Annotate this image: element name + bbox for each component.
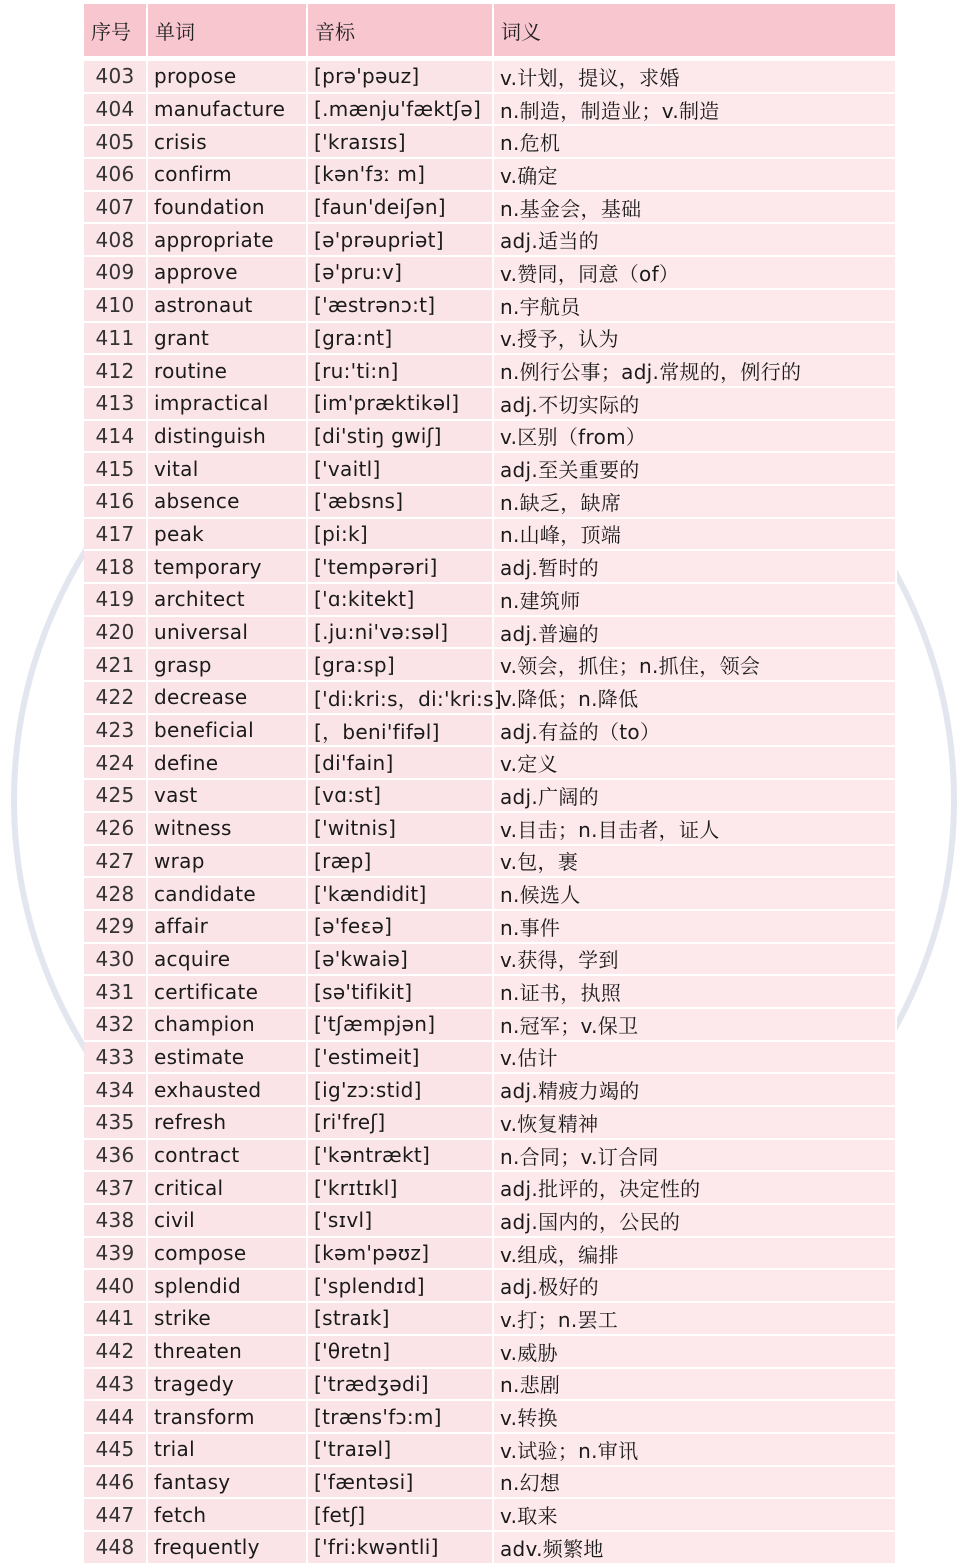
row-phonetic: [.ju:ni'və:səl] (307, 616, 493, 649)
row-definition: v.目击；n.目击者，证人 (493, 812, 896, 845)
row-number: 414 (84, 420, 147, 453)
table-row (84, 322, 896, 355)
row-phonetic: ['fri:kwəntli] (307, 1531, 493, 1564)
row-number: 439 (84, 1237, 147, 1270)
row-phonetic: [sə'tifikit] (307, 975, 493, 1008)
row-definition: adj.国内的，公民的 (493, 1204, 896, 1237)
row-phonetic: [kən'fɜː m] (307, 158, 493, 191)
table-row (84, 1433, 896, 1466)
row-definition: v.降低；n.降低 (493, 681, 896, 714)
row-phonetic: [træns'fɔ:m] (307, 1400, 493, 1433)
row-word: peak (147, 518, 307, 551)
row-definition: adj.精疲力竭的 (493, 1073, 896, 1106)
table-row (84, 518, 896, 551)
row-number: 419 (84, 583, 147, 616)
row-word: define (147, 746, 307, 779)
row-number: 445 (84, 1433, 147, 1466)
row-number: 409 (84, 256, 147, 289)
row-phonetic: ['sɪvl] (307, 1204, 493, 1237)
row-definition: adj.至关重要的 (493, 452, 896, 485)
row-definition: adj.适当的 (493, 223, 896, 256)
table-row (84, 93, 896, 126)
row-number: 418 (84, 550, 147, 583)
row-number: 416 (84, 485, 147, 518)
table-row (84, 845, 896, 878)
row-definition: adj.不切实际的 (493, 387, 896, 420)
row-definition: v.组成，编排 (493, 1237, 896, 1270)
row-number: 422 (84, 681, 147, 714)
row-definition: adj.批评的，决定性的 (493, 1171, 896, 1204)
row-definition: v.计划，提议，求婚 (493, 59, 896, 93)
row-word: routine (147, 354, 307, 387)
row-phonetic: ['kændidit] (307, 877, 493, 910)
row-word: threaten (147, 1335, 307, 1368)
table-row (84, 1139, 896, 1172)
table-row (84, 158, 896, 191)
table-row (84, 746, 896, 779)
table-row (84, 1368, 896, 1401)
table-row (84, 681, 896, 714)
row-word: splendid (147, 1269, 307, 1302)
row-phonetic: [ə'pru:v] (307, 256, 493, 289)
row-phonetic: [gra:sp] (307, 648, 493, 681)
row-word: civil (147, 1204, 307, 1237)
row-definition: n.危机 (493, 125, 896, 158)
row-definition: v.试验；n.审讯 (493, 1433, 896, 1466)
row-definition: n.建筑师 (493, 583, 896, 616)
row-phonetic: ['estimeit] (307, 1041, 493, 1074)
table-row (84, 256, 896, 289)
row-number: 407 (84, 191, 147, 224)
row-word: propose (147, 59, 307, 93)
row-number: 434 (84, 1073, 147, 1106)
row-word: vital (147, 452, 307, 485)
row-phonetic: [faun'deiʃən] (307, 191, 493, 224)
row-definition: n.冠军；v.保卫 (493, 1008, 896, 1041)
row-word: confirm (147, 158, 307, 191)
row-number: 406 (84, 158, 147, 191)
row-word: transform (147, 1400, 307, 1433)
row-phonetic: ['di:kri:s，di:'kri:s] (307, 681, 493, 714)
row-definition: v.区别（from） (493, 420, 896, 453)
row-phonetic: [ig'zɔ:stid] (307, 1073, 493, 1106)
row-word: champion (147, 1008, 307, 1041)
table-row (84, 1400, 896, 1433)
row-phonetic: ['tʃæmpjən] (307, 1008, 493, 1041)
row-number: 426 (84, 812, 147, 845)
row-definition: n.合同；v.订合同 (493, 1139, 896, 1172)
row-number: 438 (84, 1204, 147, 1237)
row-definition: v.估计 (493, 1041, 896, 1074)
row-number: 427 (84, 845, 147, 878)
row-definition: v.领会，抓住；n.抓住，领会 (493, 648, 896, 681)
row-number: 429 (84, 910, 147, 943)
table-row (84, 812, 896, 845)
row-word: distinguish (147, 420, 307, 453)
row-word: absence (147, 485, 307, 518)
row-number: 408 (84, 223, 147, 256)
row-number: 448 (84, 1531, 147, 1564)
row-number: 440 (84, 1269, 147, 1302)
table-row (84, 289, 896, 322)
table-row (84, 975, 896, 1008)
row-phonetic: ['trædʒədi] (307, 1368, 493, 1401)
row-definition: v.转换 (493, 1400, 896, 1433)
row-definition: n.候选人 (493, 877, 896, 910)
row-definition: n.证书，执照 (493, 975, 896, 1008)
row-word: estimate (147, 1041, 307, 1074)
row-phonetic: ['krɪtɪkl] (307, 1171, 493, 1204)
row-phonetic: [ə'kwaiə] (307, 943, 493, 976)
row-definition: v.获得，学到 (493, 943, 896, 976)
row-definition: n.悲剧 (493, 1368, 896, 1401)
row-word: temporary (147, 550, 307, 583)
row-word: affair (147, 910, 307, 943)
row-definition: v.确定 (493, 158, 896, 191)
row-word: exhausted (147, 1073, 307, 1106)
row-phonetic: [di'stiŋ gwiʃ] (307, 420, 493, 453)
row-number: 444 (84, 1400, 147, 1433)
row-definition: n.例行公事；adj.常规的，例行的 (493, 354, 896, 387)
row-word: witness (147, 812, 307, 845)
table-row (84, 191, 896, 224)
row-phonetic: ['splendɪd] (307, 1269, 493, 1302)
table-row (84, 387, 896, 420)
row-phonetic: ['fæntəsi] (307, 1466, 493, 1499)
row-phonetic: [im'præktikəl] (307, 387, 493, 420)
row-phonetic: ['æbsns] (307, 485, 493, 518)
table-row (84, 1335, 896, 1368)
row-word: refresh (147, 1106, 307, 1139)
table-row (84, 1008, 896, 1041)
row-word: vast (147, 779, 307, 812)
table-row (84, 1269, 896, 1302)
header-phonetic: 音标 (307, 4, 493, 59)
row-word: manufacture (147, 93, 307, 126)
row-definition: v.包，裹 (493, 845, 896, 878)
header-number: 序号 (84, 4, 147, 59)
table-row (84, 910, 896, 943)
row-number: 417 (84, 518, 147, 551)
row-number: 431 (84, 975, 147, 1008)
row-phonetic: [ru:'ti:n] (307, 354, 493, 387)
row-phonetic: ['kraɪsɪs] (307, 125, 493, 158)
table-row (84, 943, 896, 976)
row-phonetic: ['tempərəri] (307, 550, 493, 583)
row-definition: n.山峰，顶端 (493, 518, 896, 551)
row-number: 443 (84, 1368, 147, 1401)
row-definition: adj.有益的（to） (493, 714, 896, 747)
row-phonetic: ['witnis] (307, 812, 493, 845)
row-word: appropriate (147, 223, 307, 256)
table-row (84, 779, 896, 812)
table-row (84, 648, 896, 681)
row-word: tragedy (147, 1368, 307, 1401)
row-word: critical (147, 1171, 307, 1204)
row-word: fantasy (147, 1466, 307, 1499)
row-word: impractical (147, 387, 307, 420)
row-number: 442 (84, 1335, 147, 1368)
row-phonetic: [kəm'pəʊz] (307, 1237, 493, 1270)
row-word: acquire (147, 943, 307, 976)
row-number: 435 (84, 1106, 147, 1139)
row-number: 447 (84, 1498, 147, 1531)
row-word: certificate (147, 975, 307, 1008)
row-phonetic: [di'fain] (307, 746, 493, 779)
row-definition: n.缺乏，缺席 (493, 485, 896, 518)
table-row (84, 1171, 896, 1204)
row-word: trial (147, 1433, 307, 1466)
row-word: fetch (147, 1498, 307, 1531)
row-word: frequently (147, 1531, 307, 1564)
row-definition: n.事件 (493, 910, 896, 943)
row-phonetic: [ə'prəupriət] (307, 223, 493, 256)
table-row (84, 452, 896, 485)
table-row (84, 1204, 896, 1237)
row-definition: adj.普遍的 (493, 616, 896, 649)
row-number: 415 (84, 452, 147, 485)
table-row (84, 1498, 896, 1531)
row-phonetic: [straɪk] (307, 1302, 493, 1335)
table-row (84, 485, 896, 518)
table-row (84, 1531, 896, 1564)
row-phonetic: ['kəntrækt] (307, 1139, 493, 1172)
row-definition: v.赞同，同意（of） (493, 256, 896, 289)
row-number: 437 (84, 1171, 147, 1204)
row-definition: adj.极好的 (493, 1269, 896, 1302)
row-number: 446 (84, 1466, 147, 1499)
row-phonetic: ['æstrənɔ:t] (307, 289, 493, 322)
table-row (84, 1466, 896, 1499)
row-number: 412 (84, 354, 147, 387)
header-word: 单词 (147, 4, 307, 59)
header-definition: 词义 (493, 4, 896, 59)
row-word: strike (147, 1302, 307, 1335)
row-number: 441 (84, 1302, 147, 1335)
table-row (84, 1106, 896, 1139)
row-word: wrap (147, 845, 307, 878)
row-word: candidate (147, 877, 307, 910)
row-phonetic: [pi:k] (307, 518, 493, 551)
row-definition: v.恢复精神 (493, 1106, 896, 1139)
row-phonetic: [.mænju'fæktʃə] (307, 93, 493, 126)
table-row (84, 1041, 896, 1074)
table-row (84, 550, 896, 583)
row-word: foundation (147, 191, 307, 224)
row-number: 436 (84, 1139, 147, 1172)
row-definition: n.宇航员 (493, 289, 896, 322)
table-row (84, 59, 896, 93)
row-definition: v.取来 (493, 1498, 896, 1531)
row-number: 411 (84, 322, 147, 355)
row-word: architect (147, 583, 307, 616)
vocabulary-table (84, 4, 897, 1565)
row-definition: n.幻想 (493, 1466, 896, 1499)
row-word: beneficial (147, 714, 307, 747)
row-number: 423 (84, 714, 147, 747)
row-definition: adj.暂时的 (493, 550, 896, 583)
row-phonetic: [ə'feɛə] (307, 910, 493, 943)
table-row (84, 877, 896, 910)
row-number: 424 (84, 746, 147, 779)
row-definition: adv.频繁地 (493, 1531, 896, 1564)
table-row (84, 125, 896, 158)
table-row (84, 354, 896, 387)
row-phonetic: ['vaitl] (307, 452, 493, 485)
table-row (84, 1237, 896, 1270)
row-word: decrease (147, 681, 307, 714)
row-phonetic: [，beni'fifəl] (307, 714, 493, 747)
table-row (84, 583, 896, 616)
row-definition: n.制造，制造业；v.制造 (493, 93, 896, 126)
row-word: universal (147, 616, 307, 649)
table-header-row (84, 4, 896, 59)
row-number: 420 (84, 616, 147, 649)
row-number: 404 (84, 93, 147, 126)
row-definition: v.打；n.罢工 (493, 1302, 896, 1335)
row-number: 433 (84, 1041, 147, 1074)
row-number: 413 (84, 387, 147, 420)
row-number: 410 (84, 289, 147, 322)
row-definition: v.授予，认为 (493, 322, 896, 355)
row-phonetic: [prə'pəuz] (307, 59, 493, 93)
table-row (84, 714, 896, 747)
row-number: 430 (84, 943, 147, 976)
row-number: 421 (84, 648, 147, 681)
row-word: contract (147, 1139, 307, 1172)
row-word: astronaut (147, 289, 307, 322)
table-row (84, 223, 896, 256)
row-phonetic: [gra:nt] (307, 322, 493, 355)
row-word: approve (147, 256, 307, 289)
row-definition: adj.广阔的 (493, 779, 896, 812)
row-number: 425 (84, 779, 147, 812)
row-word: grasp (147, 648, 307, 681)
table-row (84, 420, 896, 453)
row-definition: v.威胁 (493, 1335, 896, 1368)
row-definition: n.基金会，基础 (493, 191, 896, 224)
row-phonetic: ['θretn] (307, 1335, 493, 1368)
table-row (84, 1302, 896, 1335)
table-row (84, 616, 896, 649)
row-phonetic: [ræp] (307, 845, 493, 878)
row-word: grant (147, 322, 307, 355)
row-phonetic: ['ɑ:kitekt] (307, 583, 493, 616)
row-phonetic: [vɑ:st] (307, 779, 493, 812)
row-number: 403 (84, 59, 147, 93)
row-number: 428 (84, 877, 147, 910)
table-row (84, 1073, 896, 1106)
row-number: 432 (84, 1008, 147, 1041)
row-number: 405 (84, 125, 147, 158)
row-phonetic: [ri'freʃ] (307, 1106, 493, 1139)
row-phonetic: [fetʃ] (307, 1498, 493, 1531)
row-definition: v.定义 (493, 746, 896, 779)
row-word: crisis (147, 125, 307, 158)
row-phonetic: ['traɪəl] (307, 1433, 493, 1466)
row-word: compose (147, 1237, 307, 1270)
